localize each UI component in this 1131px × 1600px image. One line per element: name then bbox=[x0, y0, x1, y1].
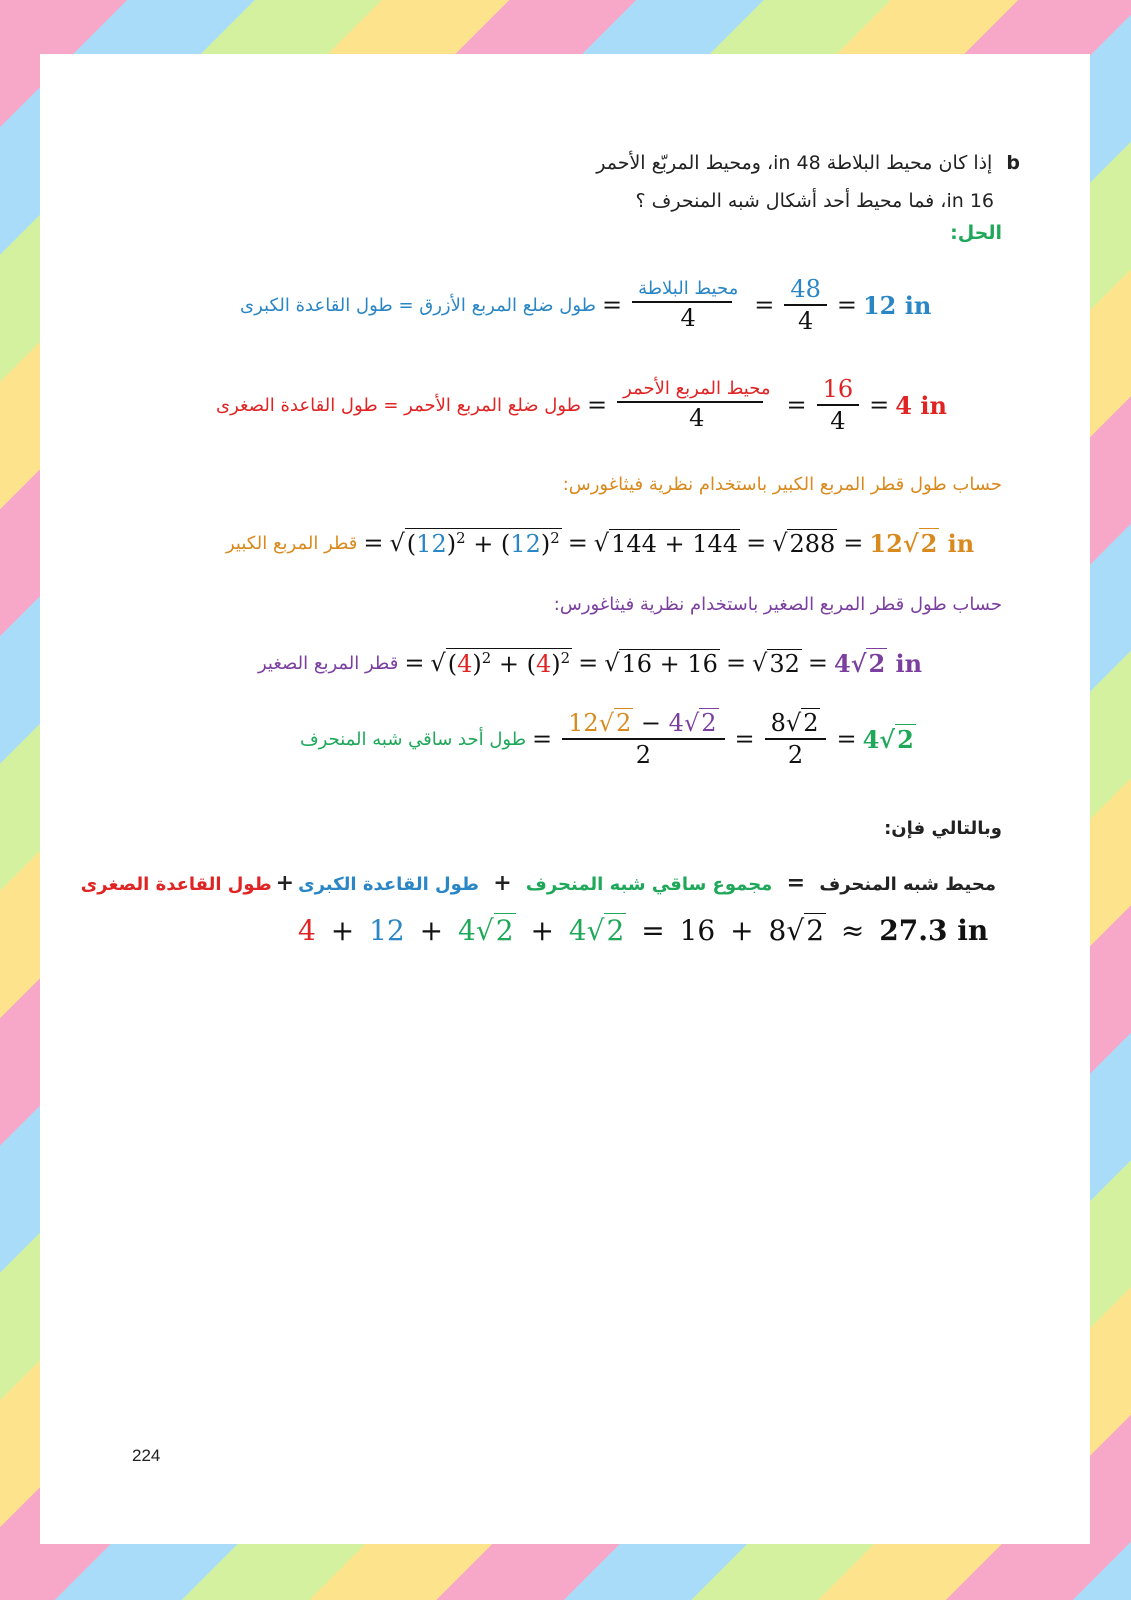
question-marker: b bbox=[1006, 152, 1020, 174]
fraction: $\frac{\text{محيط المربع الأحمر}}{4}$ bbox=[617, 379, 776, 431]
final-equation: 4 + 12 + 4√2 + 4√2 = 16 + 8√2 ≈ 27.3 in bbox=[298, 914, 989, 947]
fraction: $\frac{12√2 - 4√2}{2}$ bbox=[562, 710, 724, 768]
heading-big-diagonal: حساب طول قطر المربع الكبير باستخدام نظرية فيثاغورس: bbox=[562, 474, 1002, 495]
question-line-2: 16 in، فما محيط أحد أشكال شبه المنحرف ؟ bbox=[635, 190, 994, 212]
equation-small-diagonal: قطر المربع الصغير = √ $(4)^2 + (4)^2$ = √ 16 + 16 = √ 32 = 4√2 in bbox=[258, 648, 923, 678]
equation-label: قطر المربع الصغير bbox=[258, 652, 399, 674]
equation-result: 4 in bbox=[895, 390, 947, 420]
question-line-1: b إذا كان محيط البلاطة 48 in، ومحيط المربّع الأحمر bbox=[596, 152, 1020, 174]
equation-label: طول أحد ساقي شبه المنحرف bbox=[300, 728, 527, 750]
equation-label: طول ضلع المربع الأحمر = طول القاعدة الصغرى bbox=[216, 394, 582, 416]
fraction: $\frac{16}{4}$ bbox=[817, 376, 860, 434]
solution-label: الحل: bbox=[950, 222, 1002, 244]
perimeter-word-equation: محيط شبه المنحرف = مجموع ساقي شبه المنحرف + طول القاعدة الكبرى+طول القاعدة الصغرى bbox=[80, 870, 996, 896]
equation-result: 12√2 in bbox=[869, 528, 975, 558]
fraction: $\frac{8√2}{2}$ bbox=[765, 710, 827, 768]
page-number: 224 bbox=[132, 1446, 161, 1465]
equation-leg: طول أحد ساقي شبه المنحرف = $\frac{12√2 - 4√2}{2}$ = $\frac{8√2}{2}$ = 4√2 bbox=[300, 709, 914, 769]
question-block bbox=[500, 144, 1020, 220]
equation-red-side: طول ضلع المربع الأحمر = طول القاعدة الصغرى = $\frac{\text{محيط المربع الأحمر}}{4}$ = $\frac{16}{4}$ = 4 in bbox=[216, 375, 947, 435]
fraction: $\frac{\text{محيط البلاطة}}{4}$ bbox=[632, 279, 744, 331]
final-result: 27.3 in bbox=[879, 914, 989, 947]
page bbox=[40, 54, 1090, 1544]
equation-big-diagonal: قطر المربع الكبير = √ $(12)^2 + (12)^2$ = √ 144 + 144 = √ 288 = 12√2 in bbox=[226, 528, 975, 558]
equation-label: طول ضلع المربع الأزرق = طول القاعدة الكبرى bbox=[240, 294, 596, 316]
equation-result: 4√2 bbox=[862, 724, 914, 754]
fraction: $\frac{48}{4}$ bbox=[784, 276, 827, 334]
therefore-label: وبالتالي فإن: bbox=[884, 818, 1002, 839]
heading-small-diagonal: حساب طول قطر المربع الصغير باستخدام نظرية فيثاغورس: bbox=[553, 594, 1002, 615]
equation-label: قطر المربع الكبير bbox=[226, 532, 358, 554]
equation-result: 4√2 in bbox=[834, 648, 923, 678]
equation-blue-side: طول ضلع المربع الأزرق = طول القاعدة الكبرى = $\frac{\text{محيط البلاطة}}{4}$ = $\frac{48}{4}$ = 12 in bbox=[240, 275, 932, 335]
equation-result: 12 in bbox=[862, 290, 932, 320]
